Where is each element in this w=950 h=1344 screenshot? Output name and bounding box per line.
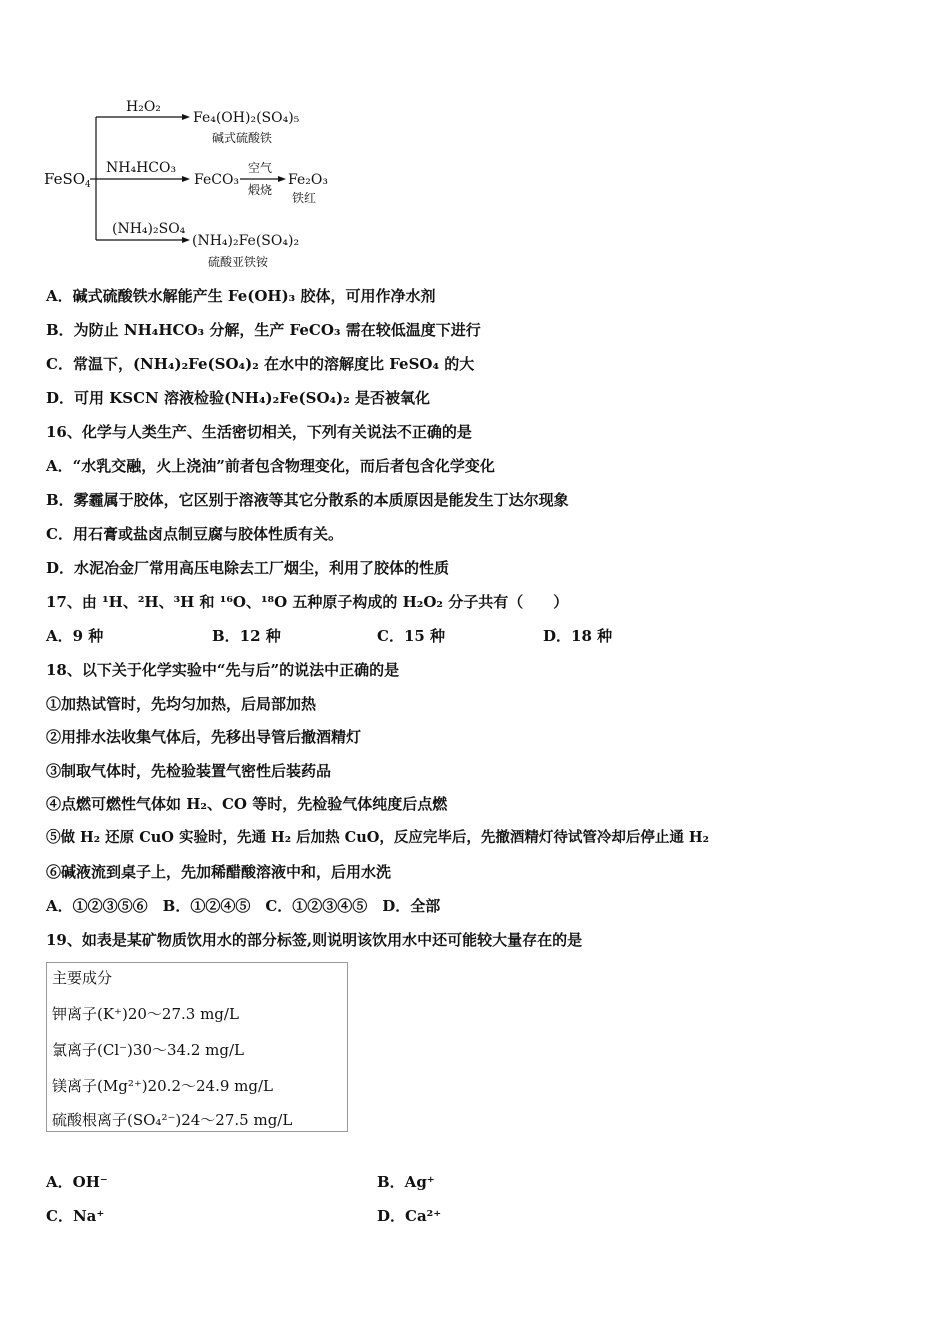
q16-stem: 16、化学与人类生产、生活密切相关，下列有关说法不正确的是 [46,423,472,441]
q17-option-d: D．18 种 [543,627,613,645]
q19-stem: 19、如表是某矿物质饮用水的部分标签,则说明该饮用水中还可能较大量存在的是 [46,931,583,949]
flow-r1-product: Fe₄(OH)₂(SO₄)₅ [193,110,300,126]
q17-stem: 17、由 ¹H、²H、³H 和 ¹⁶O、¹⁸O 五种原子构成的 H₂O₂ 分子共有（ ） [46,593,569,611]
q18-item-2: ②用排水法收集气体后，先移出导管后撤酒精灯 [46,728,362,746]
reaction-flow-diagram [40,92,340,277]
flow-r2-final: Fe₂O₃ [288,172,328,188]
q16-option-d: D．水泥冶金厂常用高压电除去工厂烟尘，利用了胶体的性质 [46,559,450,577]
q16-option-a: A．“水乳交融，火上浇油”前者包含物理变化，而后者包含化学变化 [46,457,495,475]
q18-item-1: ①加热试管时，先均匀加热，后局部加热 [46,695,317,713]
q18-item-3: ③制取气体时，先检验装置气密性后装药品 [46,762,332,780]
q17-option-c: C．15 种 [377,627,446,645]
flow-r2-product: FeCO₃ [194,172,240,188]
q15-option-b: B．为防止 NH₄HCO₃ 分解，生产 FeCO₃ 需在较低温度下进行 [46,321,481,339]
q18-item-4: ④点燃可燃性气体如 H₂、CO 等时，先检验气体纯度后点燃 [46,795,448,813]
q16-option-b: B．雾霾属于胶体，它区别于溶液等其它分散系的本质原因是能发生丁达尔现象 [46,491,569,509]
flow-r3-name: 硫酸亚铁铵 [208,255,269,269]
q15-option-c: C．常温下，(NH₄)₂Fe(SO₄)₂ 在水中的溶解度比 FeSO₄ 的大 [46,355,475,373]
mineral-water-label [46,962,348,1132]
label-row-magnesium: 镁离子(Mg²⁺)20.2～24.9 mg/L [52,1077,274,1095]
q17-option-a: A．9 种 [46,627,104,645]
q17-option-b: B．12 种 [212,627,281,645]
flow-r1-reagent: H₂O₂ [126,99,161,115]
flow-start: FeSO$_4$ [44,170,91,190]
q19-option-a: A．OH⁻ [46,1173,108,1191]
flow-r1-name: 碱式硫酸铁 [212,131,273,145]
q18-stem: 18、以下关于化学实验中“先与后”的说法中正确的是 [46,661,400,679]
flow-r3-reagent: (NH₄)₂SO₄ [112,221,186,237]
flow-r2-final-name: 铁红 [292,191,317,205]
label-row-sulfate: 硫酸根离子(SO₄²⁻)24～27.5 mg/L [52,1111,293,1129]
q19-option-b: B．Ag⁺ [377,1173,435,1191]
q15-option-a: A．碱式硫酸铁水解能产生 Fe(OH)₃ 胶体，可用作净水剂 [46,287,436,305]
q16-option-c: C．用石膏或盐卤点制豆腐与胶体性质有关。 [46,525,343,543]
q18-item-5: ⑤做 H₂ 还原 CuO 实验时，先通 H₂ 后加热 CuO，反应完毕后，先撤酒精灯待试管冷却后停止通 H₂ [46,829,709,846]
q18-item-6: ⑥碱液流到桌子上，先加稀醋酸溶液中和，后用水洗 [46,863,392,881]
q19-option-d: D．Ca²⁺ [377,1207,442,1225]
flow-r2-cond-bottom: 煅烧 [248,183,273,197]
q18-options: A．①②③⑤⑥ B．①②④⑤ C．①②③④⑤ D．全部 [46,897,441,915]
label-row-potassium: 钾离子(K⁺)20～27.3 mg/L [52,1005,239,1023]
q15-option-d: D．可用 KSCN 溶液检验(NH₄)₂Fe(SO₄)₂ 是否被氧化 [46,389,431,407]
flow-r2-reagent: NH₄HCO₃ [106,160,177,176]
label-row-chloride: 氯离子(Cl⁻)30～34.2 mg/L [52,1041,244,1059]
label-title: 主要成分 [52,969,113,987]
flow-r3-product: (NH₄)₂Fe(SO₄)₂ [192,233,300,249]
flow-r2-cond-top: 空气 [248,161,273,175]
q19-option-c: C．Na⁺ [46,1207,105,1225]
